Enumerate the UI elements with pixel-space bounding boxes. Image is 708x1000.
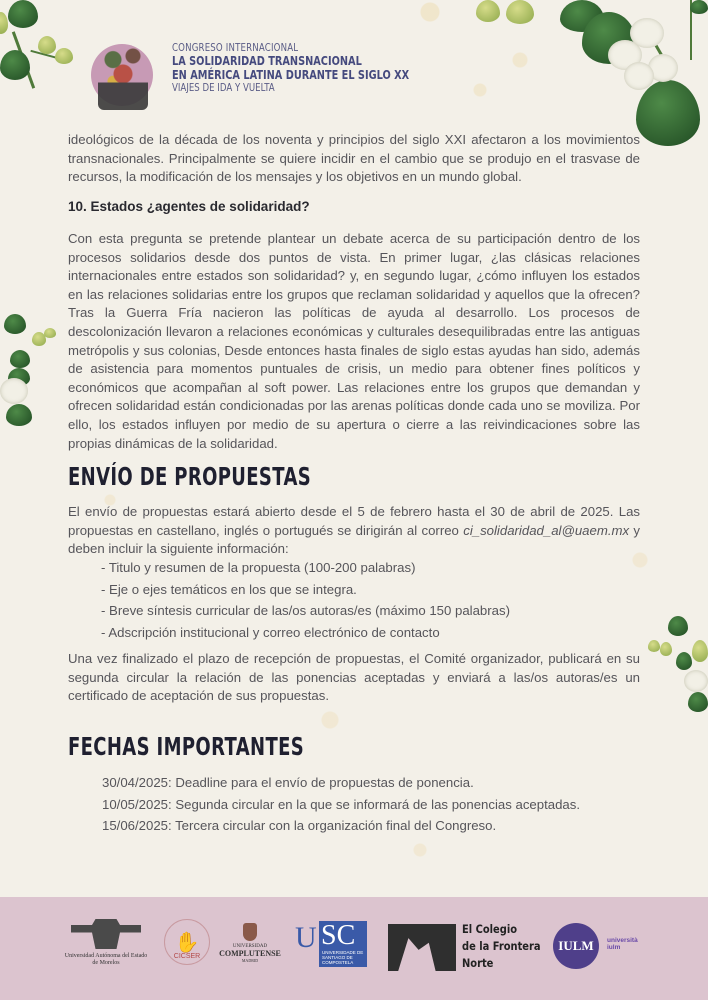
iulm-line: iulm xyxy=(607,944,621,951)
colef-line: de la Frontera xyxy=(462,939,541,953)
envio-closing-paragraph: Una vez finalizado el plazo de recepción de propuestas, el Comité organizador, publicará en su segunda circular la relación de las ponencias aceptadas y enviará a las/os autoras/es un certificado de aceptación de sus propuestas. xyxy=(68,651,640,704)
cicser-label: CICSER xyxy=(173,953,201,960)
usc-letter-u: U xyxy=(295,921,317,954)
congress-label: CONGRESO INTERNACIONAL xyxy=(172,42,299,54)
requirement-item: - Breve síntesis curricular de las/os autoras/es (máximo 150 palabras) xyxy=(101,603,510,618)
date-item: 30/04/2025: Deadline para el envío de propuestas de ponencia. xyxy=(102,775,474,790)
congress-title-block xyxy=(172,42,476,94)
envio-section-header xyxy=(68,462,640,491)
fechas-section xyxy=(68,772,640,837)
congress-subtitle: VIAJES DE IDA Y VUELTA xyxy=(172,82,275,94)
requirements-list-container xyxy=(68,557,640,643)
uaem-label: Universidad Autónoma del Estado de Morelos xyxy=(64,953,148,966)
envio-text-after: y deben incluir la siguiente información: xyxy=(68,522,641,557)
colef-mountain-icon xyxy=(388,924,456,971)
envio-text-before: El envío de propuestas estará abierto desde el 5 de febrero hasta el 30 de abril de 2025. Las propuestas en castellano, inglés o portugués se dirigirán al correo xyxy=(68,504,640,538)
dates-list xyxy=(68,772,640,837)
envio-section xyxy=(68,503,640,559)
colef-line: El Colegio xyxy=(462,922,518,936)
colef-line: Norte xyxy=(462,956,494,970)
congress-header xyxy=(88,36,408,116)
complutense-logo xyxy=(220,919,280,967)
iulm-line: università xyxy=(607,937,638,944)
cicser-logo xyxy=(164,919,210,965)
requirement-item: - Titulo y resumen de la propuesta (100-200 palabras) xyxy=(101,560,416,575)
intro-paragraph: ideológicos de la década de los noventa y principios del siglo XXI afectaron a los movimientos transnacionales. Principalmente se quiere incidir en el cambio que se produjo en el trasvase de recursos, la modificación de los mensajes y los objetivos en un mundo global. xyxy=(68,132,640,185)
ucm-label-bottom: MADRID xyxy=(241,958,259,963)
usc-label: UNIVERSIDADE DE SANTIAGO DE COMPOSTELA xyxy=(322,950,364,965)
fechas-title: FECHAS IMPORTANTES xyxy=(68,732,305,761)
section-10-paragraph: Con esta pregunta se pretende plantear un debate acerca de su participación dentro de los procesos solidarios desde dos puntos de vista. En primer lugar, ¿las clásicas relaciones internacionales entre estados son solidaridad? y, en segundo lugar, ¿cómo influyen los estados en las relaciones solidarias entre los grupos que reclaman solidaridad y aquellos que la ofrecen? Tras la Guerra Fría nacieron las políticas de ayuda al desarrollo. Los procesos de descolonización llevaron a relaciones económicas y culturales desequilibradas entre las antiguas metrópolis y sus colonias, Desde entonces hasta finales de siglo estas ayudas han sido, además de asistencia para momentos puntuales de crisis, un medio para obtener fines políticos y económicos que acompañan al soft power. Las relaciones entre los grupos que demandan y ofrecen solidaridad están condicionadas por las arenas políticas donde cada uno se moviliza. Por ello, los estados influyen por medio de su apertura o cierre a las reivindicaciones sobre las propias dinámicas de la solidaridad. xyxy=(68,231,640,451)
requirements-list xyxy=(68,557,640,643)
envio-title: ENVÍO DE PROPUESTAS xyxy=(68,462,312,491)
contact-email-link[interactable]: ci_solidaridad_al@uaem.mx xyxy=(463,522,630,538)
usc-letters-sc: SC xyxy=(321,920,356,951)
iulm-logo-badge xyxy=(553,923,599,969)
congress-title-line2: EN AMÉRICA LATINA DURANTE EL SIGLO XX xyxy=(172,67,410,82)
envio-paragraph xyxy=(68,503,640,559)
hand-icon: ✋ xyxy=(174,931,200,954)
section-10 xyxy=(68,199,640,214)
usc-logo xyxy=(295,921,367,967)
ucm-shield-icon xyxy=(243,923,257,941)
uaem-logo xyxy=(64,917,148,969)
colef-logo-text xyxy=(462,921,552,975)
ucm-label-top: UNIVERSIDAD xyxy=(232,944,268,949)
sponsors-footer xyxy=(0,897,708,1000)
date-item: 15/06/2025: Tercera circular con la organización final del Congreso. xyxy=(102,818,497,833)
intro-section xyxy=(68,131,640,187)
envio-closing-section xyxy=(68,650,640,706)
iulm-badge-label: IULM xyxy=(558,938,594,953)
iulm-logo-text xyxy=(607,937,647,953)
congress-title-line1: LA SOLIDARIDAD TRANSNACIONAL xyxy=(172,53,362,68)
ucm-label-main: COMPLUTENSE xyxy=(219,949,281,958)
section-10-body xyxy=(68,230,640,453)
fechas-section-header xyxy=(68,732,640,761)
requirement-item: - Adscripción institucional y correo electrónico de contacto xyxy=(101,624,440,640)
usc-blue-box xyxy=(319,921,367,967)
congress-collage-logo-icon xyxy=(88,36,156,112)
requirement-item: - Eje o ejes temáticos en los que se integra. xyxy=(101,581,357,597)
section-10-title: 10. Estados ¿agentes de solidaridad? xyxy=(68,199,310,214)
date-item: 10/05/2025: Segunda circular en la que se informará de las ponencias aceptadas. xyxy=(102,796,581,812)
uaem-emblem-icon xyxy=(71,919,141,949)
